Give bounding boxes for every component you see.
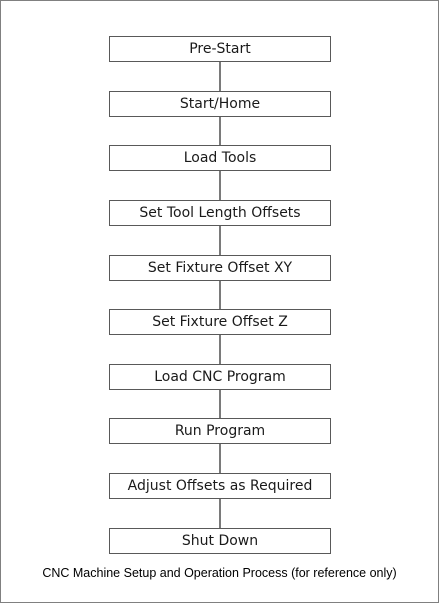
step-set-fixture-offset-xy: Set Fixture Offset XY <box>109 255 331 281</box>
step-start-home: Start/Home <box>109 91 331 117</box>
connector-4 <box>219 226 221 255</box>
connector-5 <box>219 281 221 310</box>
connector-3 <box>219 171 221 200</box>
step-set-fixture-offset-z: Set Fixture Offset Z <box>109 309 331 335</box>
connector-2 <box>219 117 221 146</box>
step-pre-start: Pre-Start <box>109 36 331 62</box>
step-load-cnc-program: Load CNC Program <box>109 364 331 390</box>
connector-6 <box>219 335 221 364</box>
connector-1 <box>219 62 221 91</box>
step-load-tools: Load Tools <box>109 145 331 171</box>
step-set-tool-length-offsets: Set Tool Length Offsets <box>109 200 331 226</box>
connector-9 <box>219 499 221 528</box>
diagram-caption: CNC Machine Setup and Operation Process (for reference only) <box>42 566 397 580</box>
step-run-program: Run Program <box>109 418 331 444</box>
step-adjust-offsets: Adjust Offsets as Required <box>109 473 331 499</box>
step-shut-down: Shut Down <box>109 528 331 554</box>
connector-7 <box>219 390 221 419</box>
connector-8 <box>219 444 221 473</box>
